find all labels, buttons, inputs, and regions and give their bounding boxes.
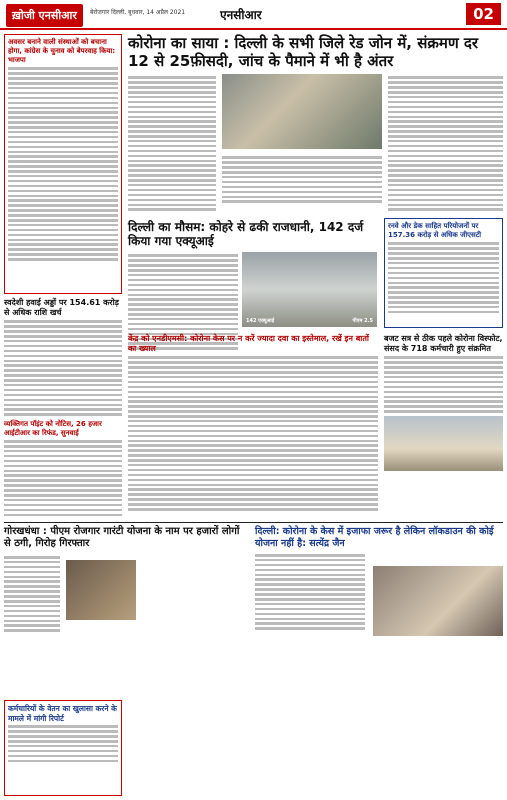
article-body [4, 320, 122, 415]
pm-stat: पीएम 2.5 [352, 318, 373, 324]
gst-headline: रनवे और डेक साहित परियोजनों पर 157.36 करोड़ से अधिक जीएसटी [388, 222, 482, 239]
bottom-left-photo [66, 560, 136, 620]
parliament-article [384, 334, 503, 471]
brand-logo: ख़ोजी एनसीआर [6, 4, 83, 27]
left-low-headline: व्यक्तिगत पॉइंट को नोटिस, 26 हजार आईटीआर का रिफंड, सुनवाई [4, 419, 102, 437]
covid-center-article [128, 334, 378, 513]
left-low-article [4, 420, 122, 516]
article-body [128, 74, 216, 213]
article-body [128, 356, 378, 510]
article-body [4, 556, 60, 632]
minister-photo [373, 566, 503, 636]
parliament-photo [384, 416, 503, 471]
main-article [128, 74, 503, 214]
main-headline: कोरोना का साया : दिल्ली के सभी जिले रेड जोन में, संक्रमण दर 12 से 25फ़ीसदी, जांच के पैमाने में भी है अंतर [128, 34, 479, 70]
main-photo [222, 74, 382, 149]
article-body [255, 554, 365, 630]
article-body [4, 440, 122, 516]
bottom-right-article [255, 526, 503, 632]
salary-box [4, 700, 122, 796]
bottom-left-article [4, 526, 249, 634]
page-header [0, 0, 507, 30]
bottom-left-headline: गोरखधंधा : पीएम रोजगार गारंटी योजना के नाम पर हजारों लोगों से ठगी, गिरोह गिरफ्तार [4, 526, 240, 549]
section-divider [4, 522, 503, 523]
aqi-stat: 142 एक्यूआई [246, 318, 275, 324]
article-body [8, 725, 118, 762]
article-body [8, 67, 118, 260]
gst-box [384, 218, 503, 328]
article-body [222, 154, 382, 205]
salary-headline: कर्मचारियों के वेतन का खुलासा करने के मामले में मांगी रिपोर्ट [8, 704, 117, 723]
section-masthead: एनसीआर [220, 8, 262, 22]
left-mid-headline: स्वदेशी हवाई अड्डों पर 154.61 करोड़ से अधिक राशि खर्च [4, 298, 119, 317]
bottom-right-headline: दिल्ली: कोरोना के केस में इजाफा जरूर है लेकिन लॉकडाउन की कोई योजना नहीं है: सत्येंद्र जैन [255, 526, 494, 549]
weather-article [128, 220, 378, 248]
dateline: बेरोजगार दिल्ली, बुधवार, 14 अप्रैल 2021 [90, 9, 186, 16]
weather-headline: दिल्ली का मौसम: कोहरे से ढकी राजधानी, 142 दर्ज किया गया एक्यूआई [128, 220, 364, 248]
weather-photo [242, 252, 377, 327]
article-body [388, 74, 503, 213]
page-number: 02 [466, 3, 501, 25]
left-column [4, 34, 122, 518]
left-top-headline: अवसर बनाने वाली संस्थाओं को बचाना होगा, कांग्रेस के चुनाव को बेपरवाह किया: भाजपा [8, 38, 116, 64]
left-mid-article [4, 298, 122, 416]
left-top-article [4, 34, 122, 294]
covid-center-headline: केंद्र को एनडीएमसी: कोरोना केस पर न करें ज्यादा दवा का इस्तेमाल, रखें इन बातों का ख्याल [128, 334, 369, 353]
article-body [388, 242, 499, 313]
article-body [384, 356, 503, 412]
parliament-headline: बजट सत्र से ठीक पहले कोरोना विस्फोट, संसद के 718 कर्मचारी हुए संक्रमित [384, 334, 503, 353]
